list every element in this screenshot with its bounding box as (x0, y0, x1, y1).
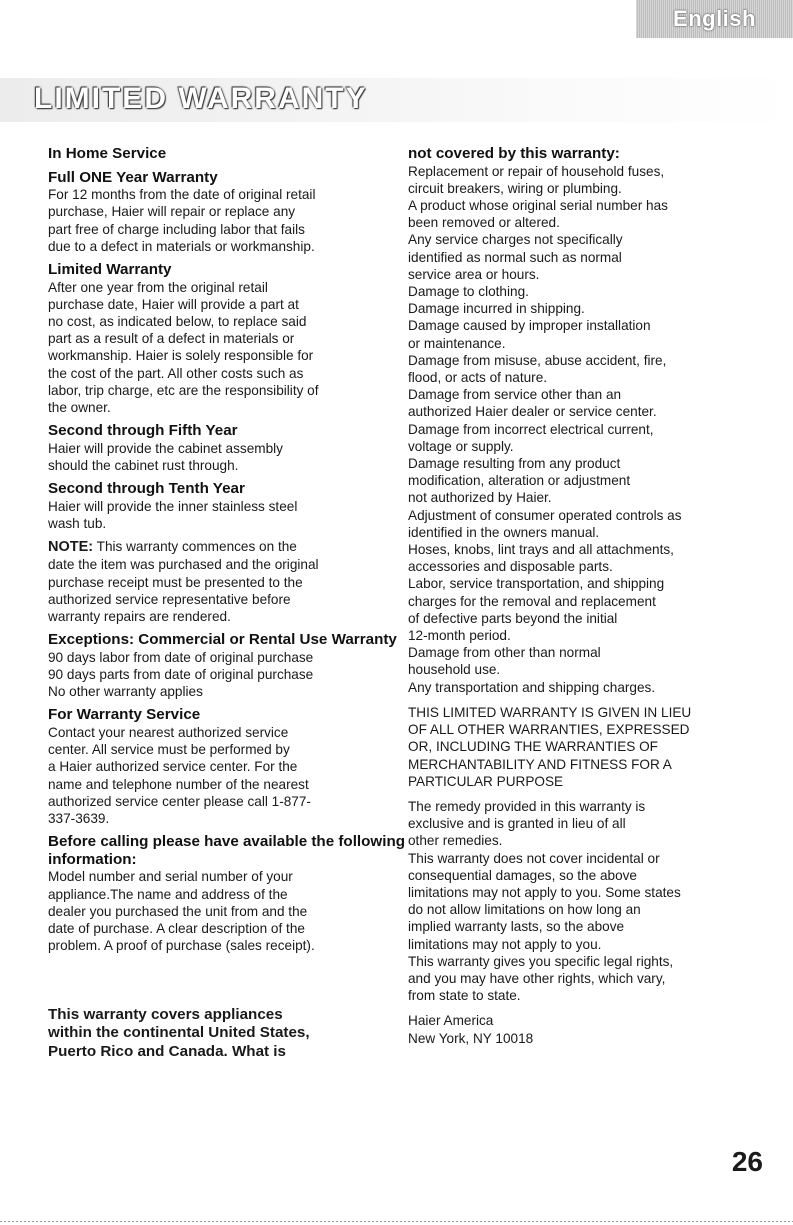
paragraph (408, 163, 788, 696)
text-line: problem. A proof of purchase (sales receipt). (48, 938, 315, 954)
bottom-rule (0, 1221, 793, 1222)
section-heading: For Warranty Service (48, 706, 201, 724)
paragraph (48, 440, 406, 474)
text-line: purchase receipt must be presented to the (48, 574, 303, 590)
section-heading: not covered by this warranty: (408, 145, 620, 162)
section-heading: In Home Service (48, 145, 167, 162)
text-line: limitations may not apply to you. Some states (408, 884, 681, 900)
text-line: Contact your nearest authorized service (48, 725, 289, 741)
text-line: name and telephone number of the nearest (48, 776, 309, 792)
paragraph (48, 868, 406, 954)
text-line: dealer you purchased the unit from and the (48, 903, 308, 919)
coverage-note (48, 1006, 406, 1061)
text-line: not authorized by Haier. (408, 490, 552, 506)
text-line: Damage from incorrect electrical current, (408, 421, 654, 437)
text-line: due to a defect in materials or workmanship. (48, 238, 315, 254)
text-line: MERCHANTABILITY AND FITNESS FOR A (408, 756, 672, 772)
section-heading: Before calling please have available the following information: (48, 833, 406, 868)
text-line: consequential damages, so the above (408, 867, 637, 883)
text-line: purchase, Haier will repair or replace any (48, 204, 296, 220)
text-line: from state to state. (408, 988, 521, 1004)
paragraph (48, 186, 406, 255)
text-line: the owner. (48, 400, 111, 416)
text-line: and you may have other rights, which vary, (408, 970, 666, 986)
text-line: workmanship. Haier is solely responsible for (48, 348, 314, 364)
text-line: Damage to clothing. (408, 284, 529, 300)
paragraph (408, 798, 788, 1004)
section-heading: Full ONE Year Warranty (48, 168, 218, 186)
text-line: 90 days parts from date of original purchase (48, 667, 314, 683)
text-line: part free of charge including labor that fails (48, 221, 305, 237)
text-line: After one year from the original retail (48, 279, 268, 295)
text-line: the cost of the part. All other costs such as (48, 365, 304, 381)
text-line: part as a result of a defect in materials or (48, 331, 295, 347)
text-line: exclusive and is granted in lieu of all (408, 816, 626, 832)
text-line: 90 days labor from date of original purchase (48, 649, 314, 665)
text-line: Haier America (408, 1013, 494, 1029)
paragraph (408, 1012, 788, 1046)
paragraph (48, 498, 406, 532)
text-line: Damage from other than normal (408, 645, 601, 661)
text-line: purchase date, Haier will provide a part at (48, 296, 299, 312)
text-line: center. All service must be performed by (48, 742, 290, 758)
text-line: This warranty does not cover incidental or (408, 850, 660, 866)
note-paragraph (48, 538, 406, 625)
text-line: Any service charges not specifically (408, 232, 623, 248)
text-line: modification, alteration or adjustment (408, 473, 631, 489)
text-line: No other warranty applies (48, 684, 203, 700)
text-line: labor, trip charge, etc are the responsibility of (48, 382, 319, 398)
text-line: A product whose original serial number has (408, 198, 668, 213)
text-line: charges for the removal and replacement (408, 593, 656, 609)
text-line: For 12 months from the date of original retail (48, 187, 316, 203)
text-line: authorized service representative before (48, 591, 291, 607)
text-line: wash tub. (48, 516, 107, 532)
text-line: Any transportation and shipping charges. (408, 679, 656, 695)
text-line: Damage from misuse, abuse accident, fire, (408, 352, 667, 368)
text-line: household use. (408, 662, 501, 678)
text-line: New York, NY 10018 (408, 1030, 534, 1046)
text-line: 337-3639. (48, 811, 110, 827)
text-line: Replacement or repair of household fuses, (408, 163, 665, 179)
text-line: other remedies. (408, 833, 503, 849)
text-line: service area or hours. (408, 266, 540, 282)
text-line: OF ALL OTHER WARRANTIES, EXPRESSED (408, 722, 690, 738)
section-heading: Exceptions: Commercial or Rental Use Warranty (48, 631, 397, 649)
text-line: authorized service center please call 1-877- (48, 793, 311, 809)
text-line: of defective parts beyond the initial (408, 610, 618, 626)
note-label: NOTE: (48, 539, 94, 556)
text-line: implied warranty lasts, so the above (408, 919, 625, 935)
language-label: English (673, 6, 756, 31)
page-title: LIMITED WARRANTY (34, 82, 368, 115)
text-line: do not allow limitations on how long an (408, 902, 641, 918)
title-band (0, 78, 793, 122)
paragraph (408, 704, 788, 790)
text-line: been removed or altered. (408, 215, 560, 231)
text-line: Adjustment of consumer operated controls as (408, 507, 682, 523)
text-line: identified in the owners manual. (408, 524, 600, 540)
language-tab (636, 0, 793, 38)
text-line: or maintenance. (408, 335, 506, 351)
left-column (48, 145, 406, 954)
text-line: Damage resulting from any product (408, 456, 621, 472)
text-line: Haier will provide the inner stainless steel (48, 498, 298, 514)
text-line: flood, or acts of nature. (408, 370, 548, 386)
text-line: date of purchase. A clear description of the (48, 921, 305, 937)
text-line: voltage or supply. (408, 438, 514, 454)
section-heading: Limited Warranty (48, 261, 172, 278)
text-line: appliance.The name and address of the (48, 886, 288, 902)
text-line: Damage from service other than an (408, 387, 622, 403)
paragraph (48, 649, 406, 701)
coverage-line: Puerto Rico and Canada. What is (48, 1042, 286, 1060)
text-line: Labor, service transportation, and shipping (408, 576, 665, 592)
text-line: warranty repairs are rendered. (48, 609, 231, 625)
section-heading: Second through Tenth Year (48, 480, 245, 498)
text-line: Haier will provide the cabinet assembly (48, 440, 283, 456)
paragraph (48, 724, 406, 827)
text-line: should the cabinet rust through. (48, 458, 239, 474)
right-column (408, 145, 788, 1047)
text-line: This warranty gives you specific legal rights, (408, 953, 674, 969)
text-line: authorized Haier dealer or service center. (408, 404, 657, 420)
text-line: date the item was purchased and the original (48, 557, 319, 573)
coverage-line: This warranty covers appliances (48, 1006, 283, 1023)
text-line: Model number and serial number of your (48, 869, 293, 885)
paragraph (48, 279, 406, 417)
text-line: 12-month period. (408, 628, 511, 644)
text-line: OR, INCLUDING THE WARRANTIES OF (408, 739, 658, 755)
text-line: identified as normal such as normal (408, 249, 622, 265)
text-line: limitations may not apply to you. (408, 936, 602, 952)
text-line: This warranty commences on the (93, 539, 297, 555)
text-line: PARTICULAR PURPOSE (408, 773, 564, 789)
text-line: a Haier authorized service center. For the (48, 759, 298, 775)
text-line: THIS LIMITED WARRANTY IS GIVEN IN LIEU (408, 704, 692, 720)
text-line: Hoses, knobs, lint trays and all attachments, (408, 542, 674, 558)
text-line: Damage caused by improper installation (408, 318, 651, 334)
text-line: no cost, as indicated below, to replace said (48, 314, 307, 329)
text-line: circuit breakers, wiring or plumbing. (408, 180, 622, 196)
text-line: Damage incurred in shipping. (408, 301, 585, 317)
coverage-line: within the continental United States, (48, 1024, 310, 1042)
text-line: The remedy provided in this warranty is (408, 798, 646, 814)
section-heading: Second through Fifth Year (48, 422, 238, 440)
page-number: 26 (731, 1146, 763, 1177)
text-line: accessories and disposable parts. (408, 559, 613, 575)
